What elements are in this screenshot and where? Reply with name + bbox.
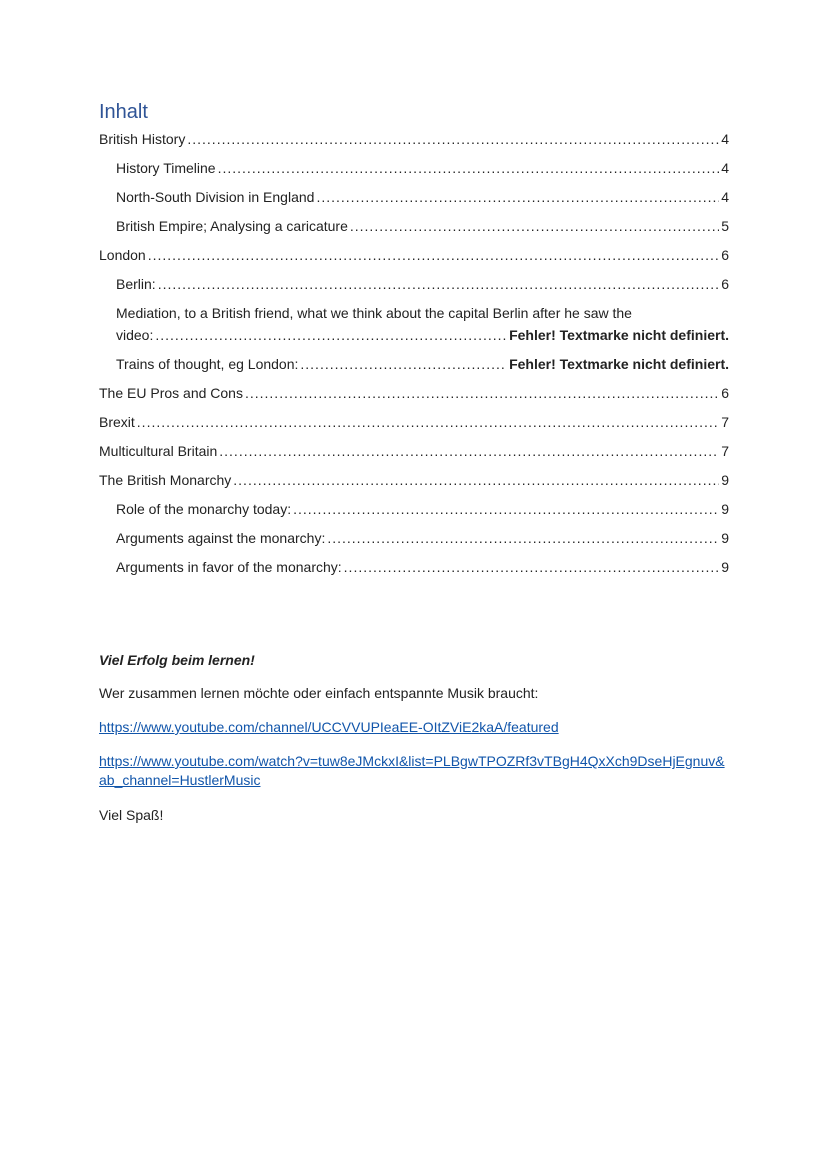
toc-leader-dots <box>245 384 719 403</box>
toc-leader-dots <box>219 442 719 461</box>
youtube-playlist-link-wrapper <box>99 752 729 790</box>
toc-entry-arguments-favor[interactable] <box>99 558 729 577</box>
toc-entry-london[interactable] <box>99 246 729 265</box>
toc-heading: Inhalt <box>99 101 148 123</box>
toc-entry-page-error: Fehler! Textmarke nicht definiert. <box>509 327 729 343</box>
toc-leader-dots <box>350 217 719 236</box>
toc-entry-page-error: Fehler! Textmarke nicht definiert. <box>509 356 729 372</box>
toc-leader-dots <box>293 500 719 519</box>
toc-entry-north-south[interactable] <box>99 188 729 207</box>
toc-entry-page: 5 <box>721 218 729 234</box>
toc-leader-dots <box>148 246 719 265</box>
toc-entry-multicultural-britain[interactable] <box>99 442 729 461</box>
toc-entry-page: 6 <box>721 385 729 401</box>
toc-entry-title: Arguments against the monarchy: <box>116 530 326 546</box>
toc-entry-eu-pros-cons[interactable] <box>99 384 729 403</box>
toc-entry-page: 9 <box>721 501 729 517</box>
toc-entry-title: Berlin: <box>116 276 156 292</box>
toc-leader-dots <box>155 326 507 345</box>
toc-entry-british-empire[interactable] <box>99 217 729 236</box>
toc-leader-dots <box>233 471 719 490</box>
greeting-text: Viel Erfolg beim lernen! <box>99 652 255 668</box>
youtube-channel-link[interactable]: https://www.youtube.com/channel/UCCVVUPIeaEE-OItZViE2kaA/featured <box>99 719 559 735</box>
toc-entry-arguments-against[interactable] <box>99 529 729 548</box>
toc-entry-mediation[interactable] <box>99 304 729 345</box>
toc-entry-british-monarchy[interactable] <box>99 471 729 490</box>
toc-entry-title: The EU Pros and Cons <box>99 385 243 401</box>
table-of-contents <box>99 98 729 587</box>
toc-entry-british-history[interactable] <box>99 130 729 149</box>
toc-entry-title: Brexit <box>99 414 135 430</box>
toc-entry-title: The British Monarchy <box>99 472 232 488</box>
toc-leader-dots <box>218 159 720 178</box>
toc-leader-dots <box>327 529 719 548</box>
closing-text: Viel Spaß! <box>99 807 164 823</box>
toc-entry-title: Trains of thought, eg London: <box>116 356 299 372</box>
toc-entry-page: 7 <box>721 443 729 459</box>
toc-leader-dots <box>316 188 719 207</box>
toc-entry-berlin[interactable] <box>99 275 729 294</box>
toc-entry-title: History Timeline <box>116 160 216 176</box>
toc-entry-title-cont: video: <box>116 327 154 343</box>
toc-entry-page: 9 <box>721 559 729 575</box>
toc-entry-role-monarchy[interactable] <box>99 500 729 519</box>
toc-entry-title: British History <box>99 131 186 147</box>
intro-text: Wer zusammen lernen möchte oder einfach entspannte Musik braucht: <box>99 685 539 701</box>
toc-entry-title: London <box>99 247 146 263</box>
toc-entry-page: 4 <box>721 160 729 176</box>
toc-entry-page: 7 <box>721 414 729 430</box>
toc-entry-title: Mediation, to a British friend, what we think about the capital Berlin after he saw the <box>116 305 632 321</box>
youtube-channel-link-wrapper <box>99 718 729 737</box>
toc-leader-dots <box>344 558 720 577</box>
toc-entry-page: 6 <box>721 247 729 263</box>
toc-entry-page: 4 <box>721 189 729 205</box>
toc-entry-history-timeline[interactable] <box>99 159 729 178</box>
toc-leader-dots <box>300 355 507 374</box>
toc-entry-title: North-South Division in England <box>116 189 315 205</box>
toc-entry-trains-of-thought[interactable] <box>99 355 729 374</box>
toc-entry-title: Arguments in favor of the monarchy: <box>116 559 342 575</box>
toc-leader-dots <box>137 413 719 432</box>
toc-entry-page: 9 <box>721 530 729 546</box>
toc-entry-title: Role of the monarchy today: <box>116 501 292 517</box>
toc-entry-page: 9 <box>721 472 729 488</box>
toc-entry-title: British Empire; Analysing a caricature <box>116 218 348 234</box>
toc-entry-page: 4 <box>721 131 729 147</box>
toc-entry-brexit[interactable] <box>99 413 729 432</box>
youtube-playlist-link[interactable]: https://www.youtube.com/watch?v=tuw8eJMckxI&list=PLBgwTPOZRf3vTBgH4QxXch9DseHjEgnuv&ab_channel=HustlerMusic <box>99 753 725 788</box>
toc-leader-dots <box>187 130 719 149</box>
toc-entry-title: Multicultural Britain <box>99 443 218 459</box>
toc-entry-page: 6 <box>721 276 729 292</box>
toc-leader-dots <box>158 275 720 294</box>
